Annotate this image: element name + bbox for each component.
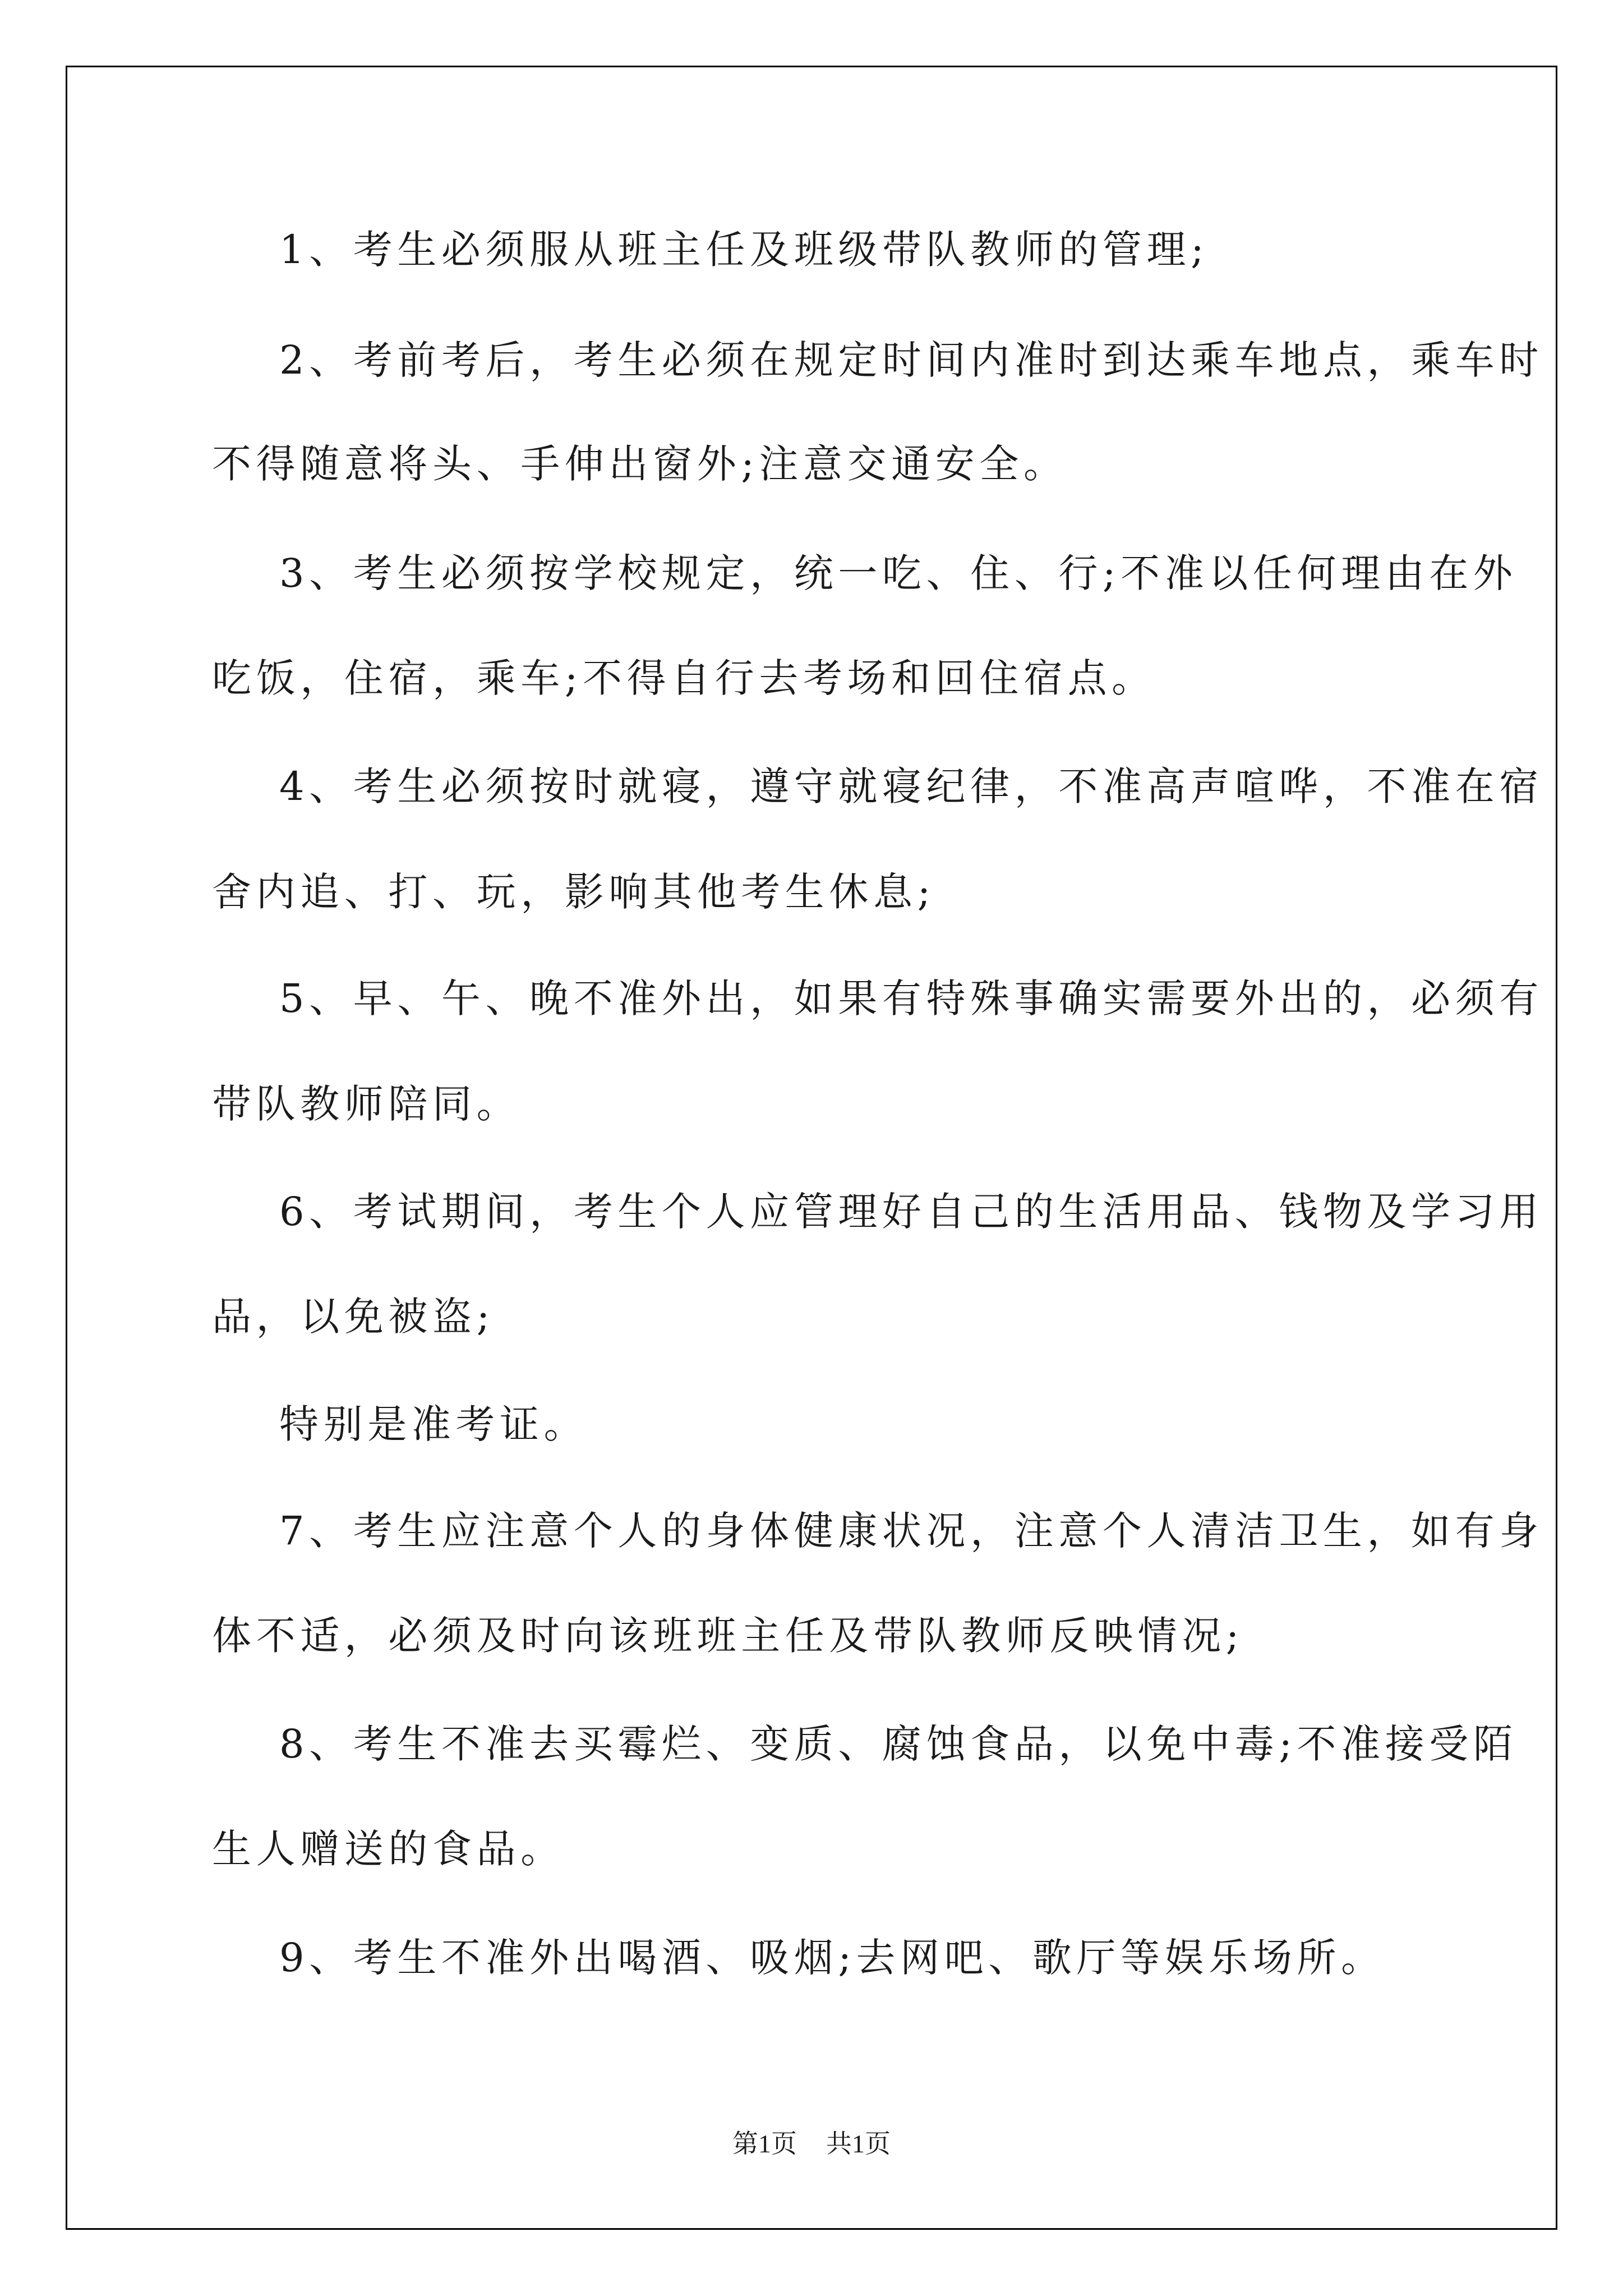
- paragraph-7-line-1: 7、考生应注意个人的身体健康状况，注意个人清洁卫生，如有身: [279, 1508, 1543, 1554]
- paragraph-8-line-2: 生人赠送的食品。: [212, 1826, 565, 1872]
- paragraph-1-line-1: 1、考生必须服从班主任及班级带队教师的管理;: [279, 227, 1209, 273]
- page-number: 第1页: [732, 2129, 797, 2158]
- page-footer: [0, 2127, 1623, 2161]
- paragraph-6-line-1: 6、考试期间，考生个人应管理好自己的生活用品、钱物及学习用: [279, 1189, 1543, 1235]
- page-total: 共1页: [826, 2129, 891, 2158]
- paragraph-5-line-1: 5、早、午、晚不准外出，如果有特殊事确实需要外出的，必须有: [279, 976, 1543, 1022]
- paragraph-3-line-2: 吃饭，住宿，乘车;不得自行去考场和回住宿点。: [212, 655, 1156, 701]
- paragraph-3-line-1: 3、考生必须按学校规定，统一吃、住、行;不准以任何理由在外: [279, 550, 1518, 596]
- paragraph-5-line-2: 带队教师陪同。: [212, 1081, 521, 1127]
- paragraph-2-line-2: 不得随意将头、手伸出窗外;注意交通安全。: [212, 441, 1068, 487]
- paragraph-6b-line-1: 特别是准考证。: [279, 1401, 588, 1447]
- paragraph-8-line-1: 8、考生不准去买霉烂、变质、腐蚀食品，以免中毒;不准接受陌: [279, 1721, 1518, 1767]
- paragraph-2-line-1: 2、考前考后，考生必须在规定时间内准时到达乘车地点，乘车时: [279, 337, 1543, 383]
- paragraph-4-line-1: 4、考生必须按时就寝，遵守就寝纪律，不准高声喧哗，不准在宿: [279, 763, 1543, 809]
- paragraph-7-line-2: 体不适，必须及时向该班班主任及带队教师反映情况;: [212, 1613, 1244, 1659]
- paragraph-6-line-2: 品，以免被盗;: [212, 1294, 495, 1340]
- paragraph-4-line-2: 舍内追、打、玩，影响其他考生休息;: [212, 869, 935, 915]
- paragraph-9-line-1: 9、考生不准外出喝酒、吸烟;去网吧、歌厅等娱乐场所。: [279, 1935, 1385, 1981]
- page-border: [66, 66, 1557, 2230]
